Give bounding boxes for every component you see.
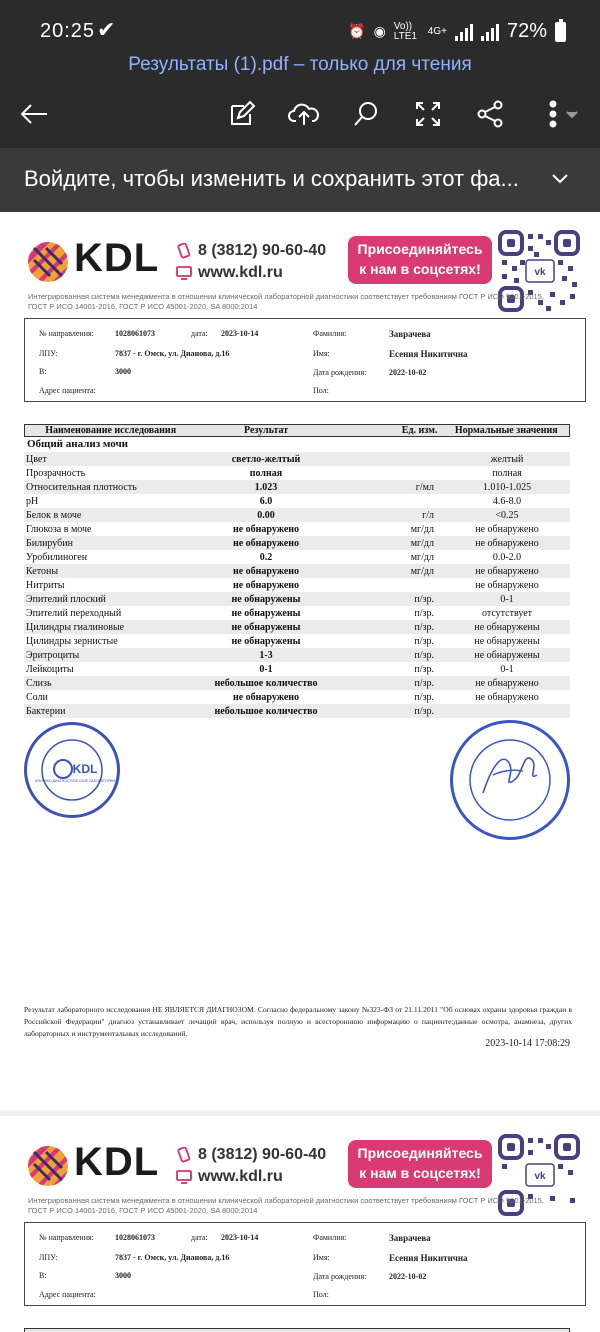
patient-info-2 [24, 1222, 586, 1306]
lpu-value: 7837 - г. Омск, ул. Дианова, д.16 [115, 349, 230, 358]
ref-value: 1028061073 [115, 329, 155, 338]
date-value: 2023-10-14 [221, 1233, 259, 1242]
svg-text:vk: vk [534, 1171, 546, 1182]
surname-label: Фамилия: [313, 1233, 347, 1242]
row-name: Уробилиноген [26, 551, 88, 563]
fullscreen-button[interactable] [408, 94, 448, 134]
contacts [176, 240, 326, 284]
address-label: Адрес пациента: [39, 1290, 96, 1299]
lab-stamp [24, 722, 120, 818]
surname-value: Заврачева [389, 329, 431, 339]
row-result: 0-1 [259, 663, 273, 675]
hotspot-icon: ◉ [373, 23, 386, 39]
phone-row [176, 240, 326, 262]
banner-text: Войдите, чтобы изменить и сохранить этот фа... [24, 166, 519, 191]
site-link-2[interactable]: www.kdl.ru [198, 1168, 283, 1185]
row-name: Слизь [26, 677, 52, 689]
row-unit: п/зр. [414, 607, 434, 619]
row-unit: п/зр. [414, 649, 434, 661]
table-row [24, 550, 570, 564]
row-result: не обнаружено [232, 579, 300, 591]
row-unit: п/зр. [414, 635, 434, 647]
phone-icon [176, 1147, 192, 1163]
disclaimer: Результат лабораторного исследования НЕ ЯВЛЯЕТСЯ ДИАГНОЗОМ. Согласно федеральному закону №323-ФЗ от 21.11.2011 "Об основах охраны здоровья граждан в Российской Федерации" диагноз устанавливает лечащий врач, используя полную и всестороннюю информацию о пациенте:данные осмотра, анамнеза, других лабораторных и инструментальных исследований. [24, 1005, 572, 1038]
row-norm: не обнаружено [475, 537, 539, 549]
site-row [176, 262, 326, 284]
dob-label: Дата рождения: [313, 368, 367, 377]
table-row [24, 578, 570, 592]
results-table [24, 424, 570, 718]
table-header-2 [24, 1328, 570, 1332]
svg-text:vk: vk [534, 267, 546, 278]
stamp-seal-icon [27, 725, 117, 815]
back-button[interactable] [14, 94, 54, 134]
row-unit: п/зр. [414, 593, 434, 605]
promo-line-1: Присоединяйтесь [357, 1145, 483, 1161]
signal-icon [455, 23, 473, 41]
row-result: светло-желтый [231, 453, 301, 465]
viewer-toolbar [0, 90, 600, 140]
ref-label: № направления: [39, 329, 94, 338]
col-norm-header: Нормальные значения [454, 425, 558, 436]
row-result: не обнаружены [231, 607, 301, 619]
battery-percent: 72% [506, 20, 547, 42]
social-promo-2[interactable] [348, 1140, 492, 1188]
row-name: Цилиндры гиалиновые [26, 621, 125, 633]
edit-button[interactable] [222, 94, 262, 134]
v-label: В: [39, 1271, 47, 1280]
phone-number[interactable]: 8 (3812) 90-60-40 [198, 242, 327, 259]
monitor-icon [176, 265, 192, 281]
table-row [24, 522, 570, 536]
row-unit: мг/дл [410, 523, 434, 535]
edit-icon [228, 100, 256, 128]
table-row [24, 634, 570, 648]
contacts-2 [176, 1144, 326, 1188]
row-name: pH [26, 495, 39, 507]
promo-line-2: к нам в соцсетях! [359, 1165, 481, 1181]
kdl-logo: KDL [74, 236, 160, 280]
status-bar [0, 0, 600, 75]
kdl-logo-icon [28, 242, 68, 282]
row-norm: не обнаружено [475, 565, 539, 577]
row-unit: п/зр. [414, 621, 434, 633]
row-norm: не обнаружены [474, 621, 540, 633]
table-row [24, 620, 570, 634]
table-row [24, 536, 570, 550]
kdl-logo-2: KDL [74, 1140, 160, 1184]
row-name: Эпителий плоский [26, 593, 106, 605]
row-name: Соли [26, 691, 48, 703]
row-norm: 0-1 [500, 593, 514, 605]
v-value: 3000 [115, 1271, 131, 1280]
date-label: дата: [191, 329, 208, 338]
v-label: В: [39, 367, 47, 376]
file-title: Результаты (1).pdf – только для чтения [128, 54, 472, 75]
v-value: 3000 [115, 367, 131, 376]
row-result: 6.0 [259, 495, 273, 507]
row-norm: не обнаружено [475, 691, 539, 703]
more-button[interactable] [536, 94, 586, 134]
kdl-logo-icon [28, 1146, 68, 1186]
row-norm: желтый [490, 453, 524, 465]
row-norm: отсутствует [481, 607, 533, 619]
site-row-2 [176, 1166, 326, 1188]
ref-label: № направления: [39, 1233, 94, 1242]
row-norm: не обнаружено [475, 523, 539, 535]
row-norm: полная [492, 467, 522, 479]
row-unit: г/л [422, 509, 434, 521]
row-name: Эпителий переходный [26, 607, 122, 619]
row-result: 0.00 [257, 509, 275, 521]
stamp-logo-text: KDL [72, 762, 98, 776]
sign-in-banner[interactable] [0, 148, 600, 212]
pdf-page-1 [0, 212, 600, 1110]
fullscreen-icon [415, 101, 441, 127]
row-unit: п/зр. [414, 663, 434, 675]
monitor-icon [176, 1169, 192, 1185]
table-row [24, 494, 570, 508]
name-label: Имя: [313, 1253, 330, 1262]
row-norm: не обнаружено [475, 677, 539, 689]
row-name: Белок в моче [26, 509, 82, 521]
patient-info [24, 318, 586, 402]
row-result: не обнаружено [232, 691, 300, 703]
table-row [24, 690, 570, 704]
sex-label: Пол: [313, 1290, 329, 1299]
row-norm: 0.0-2.0 [492, 551, 522, 563]
back-arrow-icon [19, 102, 49, 126]
row-unit: мг/дл [410, 537, 434, 549]
date-value: 2023-10-14 [221, 329, 259, 338]
surname-label: Фамилия: [313, 329, 347, 338]
dob-label: Дата рождения: [313, 1272, 367, 1281]
share-icon [476, 100, 504, 128]
status-icons [348, 20, 566, 43]
name-value: Есения Никитична [389, 1253, 468, 1263]
row-name: Эритроциты [26, 649, 80, 661]
row-name: Относительная плотность [26, 481, 137, 493]
signature-icon [453, 723, 567, 837]
certification-text-2: Интегрированная система менеджмента в отношении клинической лабораторной диагностики соответствует требованиям ГОСТ Р ИСО 9001-2015, ГОСТ Р ИСО 14001-2016, ГОСТ Р ИСО 45001-2020, SA 8000:2014 [28, 1196, 544, 1215]
row-norm: не обнаружены [474, 649, 540, 661]
site-link[interactable]: www.kdl.ru [198, 264, 283, 281]
row-result: не обнаружены [231, 635, 301, 647]
row-norm: 4.6-8.0 [492, 495, 522, 507]
row-result: небольшое количество [214, 677, 318, 689]
lpu-value: 7837 - г. Омск, ул. Дианова, д.16 [115, 1253, 230, 1262]
dob-value: 2022-10-02 [389, 1272, 427, 1281]
row-unit: п/зр. [414, 705, 434, 717]
table-row [24, 466, 570, 480]
row-result: не обнаружено [232, 523, 300, 535]
more-icon [541, 100, 581, 128]
row-result: 1.023 [254, 481, 278, 493]
row-name: Глюкоза в моче [26, 523, 92, 535]
table-row [24, 606, 570, 620]
promo-line-2: к нам в соцсетях! [359, 261, 481, 277]
share-button[interactable] [470, 94, 510, 134]
name-value: Есения Никитична [389, 349, 468, 359]
network-4g-label: 4G+ [427, 26, 447, 37]
row-name: Нитриты [26, 579, 65, 591]
row-norm: 1.010-1.025 [482, 481, 532, 493]
chevron-down-icon[interactable] [550, 168, 570, 188]
row-name: Кетоны [26, 565, 59, 577]
row-norm: не обнаружены [474, 635, 540, 647]
cloud-upload-button[interactable] [284, 94, 324, 134]
table-row [24, 592, 570, 606]
stamp-sub-text: КЛИНИКО ДИАГНОСТИЧЕСКИЕ ЛАБОРАТОРИИ [35, 779, 115, 783]
row-result: не обнаружены [231, 593, 301, 605]
table-row [24, 452, 570, 466]
table-row [24, 508, 570, 522]
row-result: небольшое количество [214, 705, 318, 717]
table-row [24, 564, 570, 578]
row-result: полная [249, 467, 283, 479]
table-row [24, 662, 570, 676]
promo-line-1: Присоединяйтесь [357, 241, 483, 257]
lpu-label: ЛПУ: [39, 1253, 58, 1262]
dob-value: 2022-10-02 [389, 368, 427, 377]
row-unit: п/зр. [414, 691, 434, 703]
row-result: 1-3 [259, 649, 273, 661]
row-norm: не обнаружено [475, 579, 539, 591]
status-time: 20:25 [40, 20, 96, 42]
doctor-stamp [450, 720, 570, 840]
address-label: Адрес пациента: [39, 386, 96, 395]
row-result: не обнаружено [232, 537, 300, 549]
row-name: Бактерии [26, 705, 66, 717]
cloud-upload-icon [288, 101, 320, 127]
row-result: 0.2 [259, 551, 273, 563]
ref-value: 1028061073 [115, 1233, 155, 1242]
col-result-header: Результат [244, 425, 289, 436]
row-name: Цилиндры зернистые [26, 635, 118, 647]
surname-value: Заврачева [389, 1233, 431, 1243]
col-name-header: Наименование исследования [45, 425, 177, 436]
check-icon: ✔ [97, 18, 116, 43]
table-row [24, 704, 570, 718]
sex-label: Пол: [313, 386, 329, 395]
search-icon [352, 100, 380, 128]
row-name: Прозрачность [26, 467, 86, 479]
search-button[interactable] [346, 94, 386, 134]
signal-icon-2 [481, 23, 499, 41]
app-topbar [0, 0, 600, 148]
pdf-page-2 [0, 1116, 600, 1332]
phone-icon [176, 243, 192, 259]
phone-row-2 [176, 1144, 326, 1166]
col-unit-header: Ед. изм. [401, 425, 438, 436]
row-name: Лейкоциты [26, 663, 74, 675]
table-row [24, 676, 570, 690]
row-unit: мг/дл [410, 565, 434, 577]
table-row [24, 648, 570, 662]
section-title: Общий анализ мочи [27, 438, 128, 450]
phone-number-2[interactable]: 8 (3812) 90-60-40 [198, 1146, 327, 1163]
row-norm: 0-1 [500, 663, 514, 675]
table-header [24, 424, 570, 437]
row-unit: п/зр. [414, 677, 434, 689]
row-result: не обнаружено [232, 565, 300, 577]
table-row [24, 480, 570, 494]
lpu-label: ЛПУ: [39, 349, 58, 358]
row-unit: г/мл [415, 481, 434, 493]
table-body [24, 452, 570, 718]
row-name: Цвет [26, 453, 47, 465]
row-unit: мг/дл [410, 551, 434, 563]
name-label: Имя: [313, 349, 330, 358]
row-result: не обнаружены [231, 621, 301, 633]
row-norm: <0.25 [495, 509, 519, 521]
alarm-icon: ⏰ [348, 23, 366, 39]
social-promo[interactable] [348, 236, 492, 284]
report-timestamp: 2023-10-14 17:08:29 [485, 1038, 570, 1049]
date-label: дата: [191, 1233, 208, 1242]
battery-icon [555, 22, 566, 42]
network-label: Vo)) LTE1 [393, 20, 417, 42]
row-name: Билирубин [26, 537, 73, 549]
certification-text: Интегрированная система менеджмента в отношении клинической лабораторной диагностики соответствует требованиям ГОСТ Р ИСО 9001-2015, ГОСТ Р ИСО 14001-2016, ГОСТ Р ИСО 45001-2020, SA 8000:2014 [28, 292, 544, 311]
